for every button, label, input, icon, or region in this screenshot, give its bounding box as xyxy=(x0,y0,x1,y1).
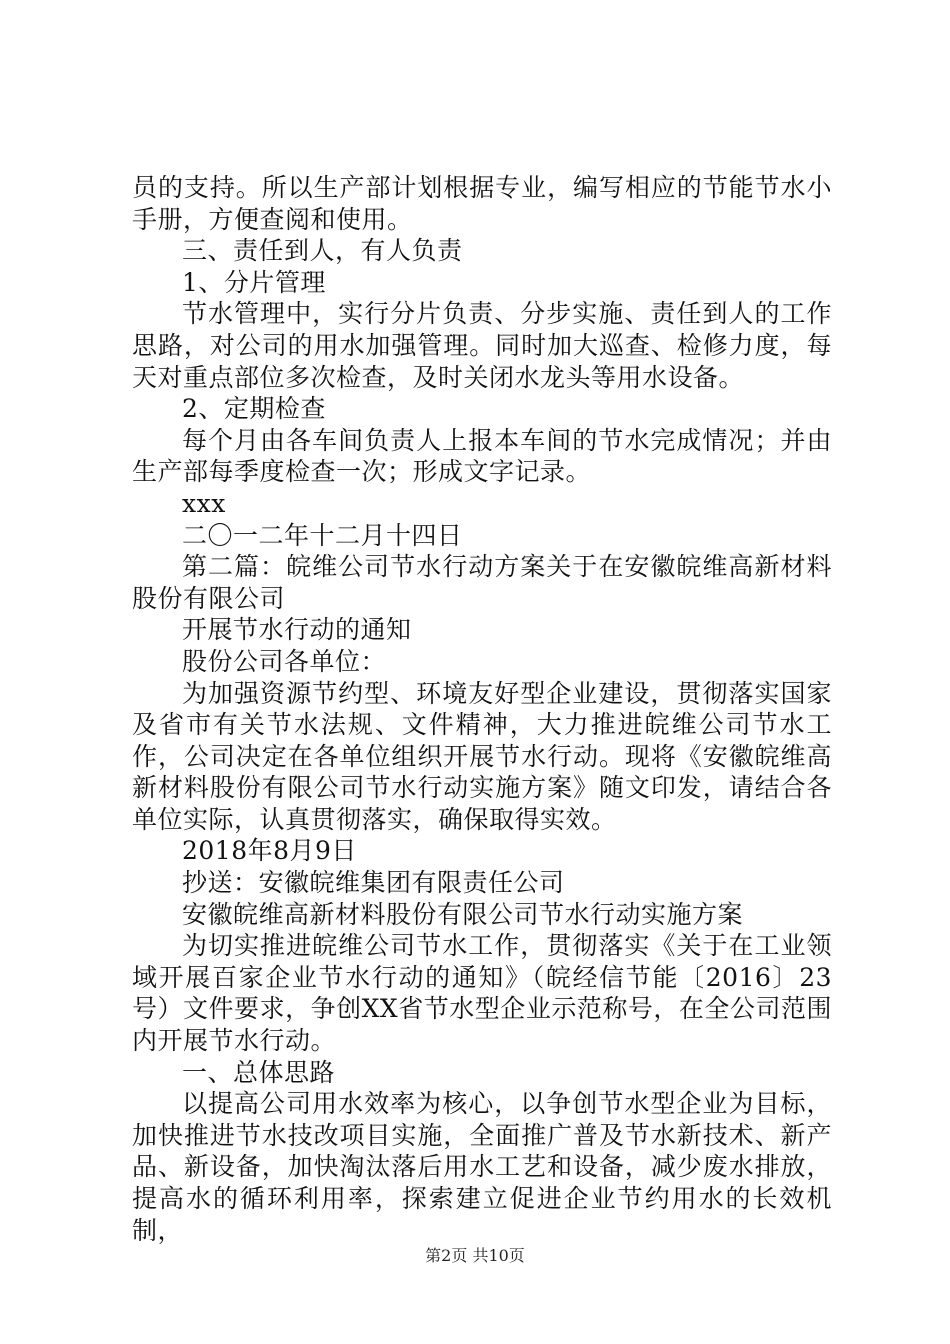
chapter-title: 第二篇：皖维公司节水行动方案关于在安徽皖维高新材料股份有限公司 xyxy=(132,552,832,613)
paragraph: 为切实推进皖维公司节水工作，贯彻落实《关于在工业领域开展百家企业节水行动的通知》（皖经信节能〔2016〕23号）文件要求，争创XX省节水型企业示范称号，在全公司范围内开展节水行动。 xyxy=(132,931,832,1056)
paragraph: 节水管理中，实行分片负责、分步实施、责任到人的工作思路，对公司的用水加强管理。同时加大巡查、检修力度，每天对重点部位多次检查，及时关闭水龙头等用水设备。 xyxy=(132,299,832,392)
paragraph: 为加强资源节约型、环境友好型企业建设，贯彻落实国家及省市有关节水法规、文件精神，大力推进皖维公司节水工作，公司决定在各单位组织开展节水行动。现将《安徽皖维高新材料股份有限公司节水行动实施方案》随文印发，请结合各单位实际，认真贯彻落实，确保取得实效。 xyxy=(132,678,832,834)
page-footer: 第2页 共10页 xyxy=(425,1246,525,1265)
section-heading: 三、责任到人，有人负责 xyxy=(182,236,463,266)
notice-title: 开展节水行动的通知 xyxy=(182,615,412,645)
subsection-heading: 2、定期检查 xyxy=(182,394,326,424)
paragraph: 每个月由各车间负责人上报本车间的节水完成情况；并由生产部每季度检查一次；形成文字记录。 xyxy=(132,425,832,487)
paragraph: 员的支持。所以生产部计划根据专业，编写相应的节能节水小手册，方便查阅和使用。 xyxy=(132,173,832,234)
document-body xyxy=(132,172,832,1246)
paragraph: 以提高公司用水效率为核心，以争创节水型企业为目标，加快推进节水技改项目实施，全面推广普及节水新技术、新产品、新设备，加快淘汰落后用水工艺和设备，减少废水排放，提高水的循环利用率，探索建立促进企业节约用水的长效机制， xyxy=(132,1089,832,1245)
signature: xxx xyxy=(182,488,226,518)
section-heading: 一、总体思路 xyxy=(182,1057,336,1087)
cc-line: 抄送：安徽皖维集团有限责任公司 xyxy=(182,868,565,898)
subsection-heading: 1、分片管理 xyxy=(182,267,326,297)
date: 二〇一二年十二月十四日 xyxy=(182,520,463,550)
date: 2018年8月9日 xyxy=(182,836,357,866)
plan-title: 安徽皖维高新材料股份有限公司节水行动实施方案 xyxy=(182,899,744,929)
salutation: 股份公司各单位： xyxy=(182,646,387,676)
